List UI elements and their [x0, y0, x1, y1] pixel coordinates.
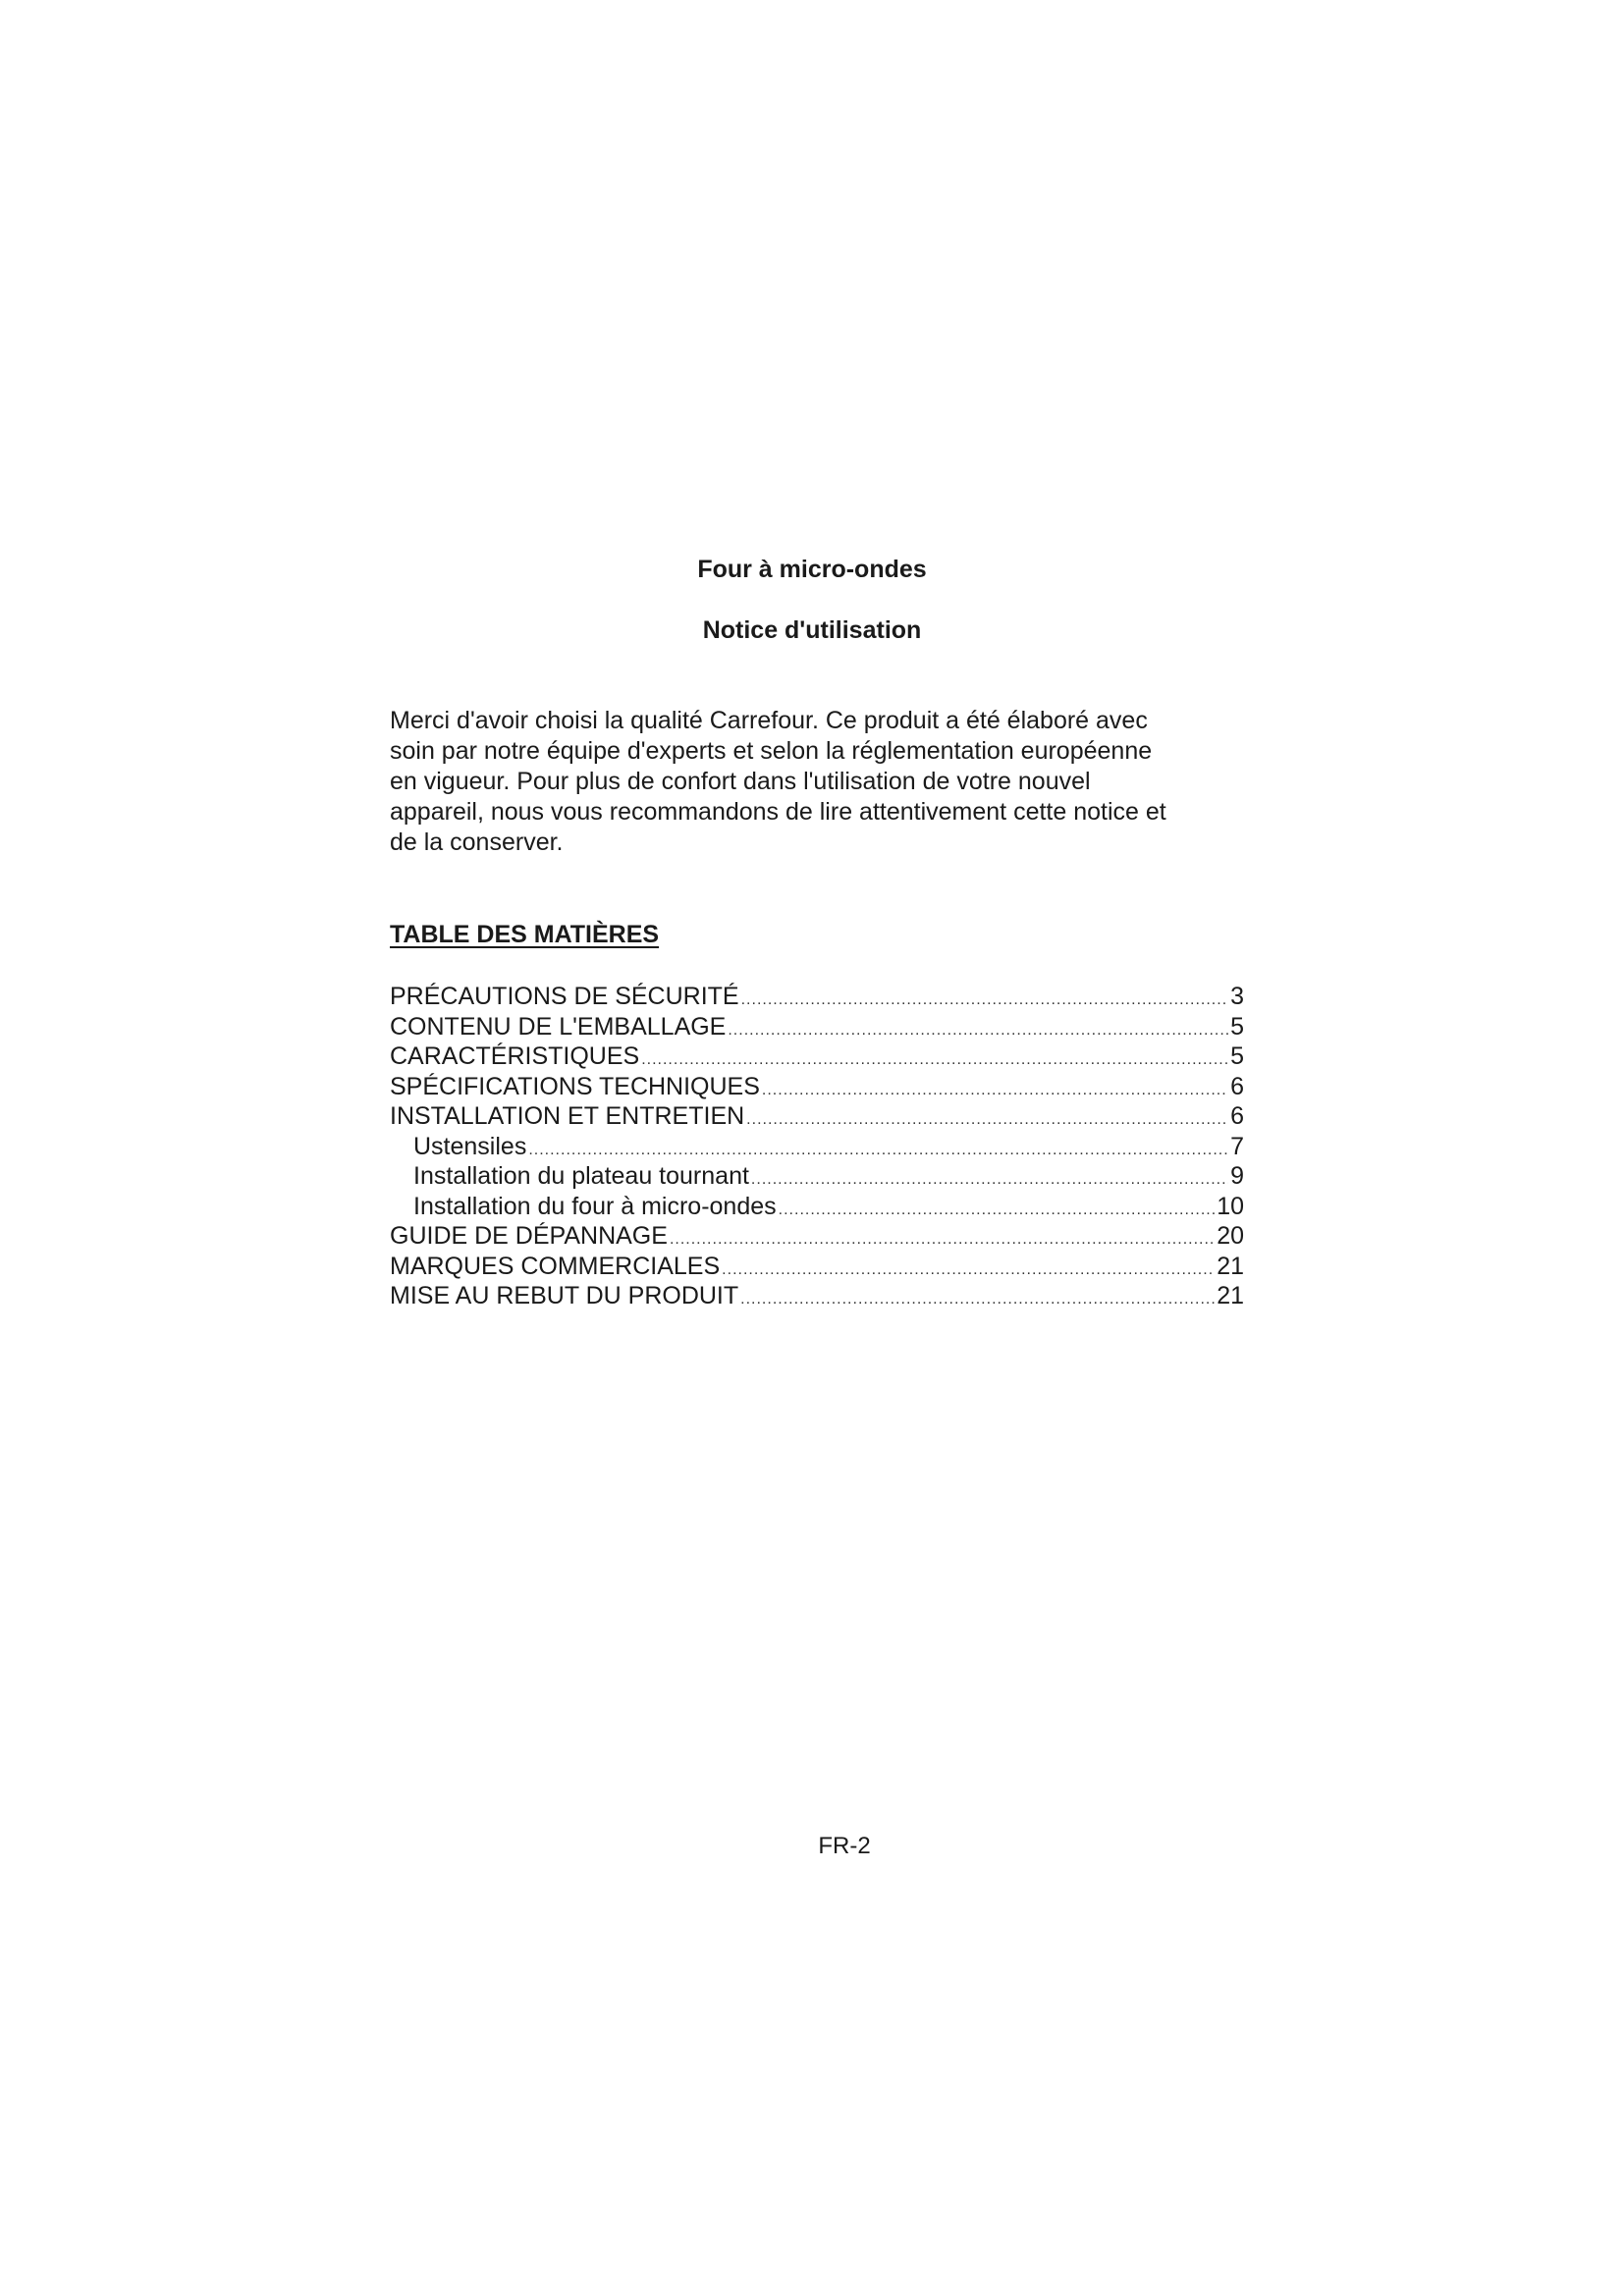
toc-entry-page: 10: [1217, 1192, 1244, 1220]
toc-entry-page: 5: [1230, 1012, 1244, 1041]
document-subtitle: Notice d'utilisation: [702, 616, 922, 644]
toc-entry-label: INSTALLATION ET ENTRETIEN: [390, 1102, 745, 1130]
toc-entry-label: Installation du plateau tournant: [413, 1162, 749, 1190]
toc-entry-label: Installation du four à micro-ondes: [413, 1192, 777, 1220]
toc-entry-page: 9: [1230, 1162, 1244, 1190]
toc-entry-page: 21: [1217, 1252, 1244, 1280]
toc-leader-dots: [670, 1225, 1215, 1255]
toc-entry-label: PRÉCAUTIONS DE SÉCURITÉ: [390, 983, 739, 1010]
toc-entry: [390, 1101, 1244, 1132]
toc-leader-dots: [741, 986, 1228, 1016]
toc-entry-label: CARACTÉRISTIQUES: [390, 1042, 640, 1070]
toc-entry: [390, 1281, 1244, 1311]
toc-entry-label: MISE AU REBUT DU PRODUIT: [390, 1282, 739, 1309]
toc-entry: [390, 1221, 1244, 1252]
toc-leader-dots: [728, 1016, 1228, 1046]
toc-entry-page: 21: [1217, 1282, 1244, 1309]
table-of-contents: [390, 982, 1244, 1311]
toc-entry-page: 7: [1230, 1132, 1244, 1160]
toc-entry-label: SPÉCIFICATIONS TECHNIQUES: [390, 1072, 760, 1100]
toc-subentry: [390, 1132, 1244, 1162]
toc-subentry: [390, 1192, 1244, 1222]
page-number: FR-2: [818, 1833, 871, 1859]
intro-line: appareil, nous vous recommandons de lire attentivement cette notice et: [390, 798, 1166, 826]
toc-leader-dots: [762, 1076, 1228, 1106]
toc-entry-label: GUIDE DE DÉPANNAGE: [390, 1222, 668, 1250]
toc-entry: [390, 1012, 1244, 1042]
toc-entry: [390, 982, 1244, 1012]
toc-entry-page: 5: [1230, 1042, 1244, 1070]
toc-leader-dots: [722, 1255, 1215, 1286]
toc-entry: [390, 1041, 1244, 1072]
toc-entry-page: 20: [1217, 1222, 1244, 1250]
toc-entry: [390, 1072, 1244, 1102]
intro-line: de la conserver.: [390, 828, 564, 856]
intro-paragraph: [390, 706, 1244, 858]
toc-entry-page: 3: [1230, 983, 1244, 1010]
toc-heading: TABLE DES MATIÈRES: [390, 921, 660, 948]
toc-entry-label: CONTENU DE L'EMBALLAGE: [390, 1012, 727, 1041]
toc-entry: [390, 1252, 1244, 1282]
intro-line: soin par notre équipe d'experts et selon la réglementation européenne: [390, 737, 1153, 765]
toc-leader-dots: [751, 1165, 1228, 1196]
intro-line: Merci d'avoir choisi la qualité Carrefour. Ce produit a été élaboré avec: [390, 707, 1148, 734]
toc-entry-page: 6: [1230, 1072, 1244, 1100]
toc-leader-dots: [779, 1196, 1216, 1226]
toc-entry-label: Ustensiles: [413, 1132, 527, 1160]
toc-leader-dots: [740, 1285, 1215, 1315]
toc-entry-page: 6: [1230, 1102, 1244, 1130]
toc-entry-label: MARQUES COMMERCIALES: [390, 1252, 721, 1280]
toc-subentry: [390, 1161, 1244, 1192]
toc-leader-dots: [746, 1105, 1228, 1136]
document-title: Four à micro-ondes: [697, 556, 927, 583]
intro-line: en vigueur. Pour plus de confort dans l'utilisation de votre nouvel: [390, 768, 1091, 795]
